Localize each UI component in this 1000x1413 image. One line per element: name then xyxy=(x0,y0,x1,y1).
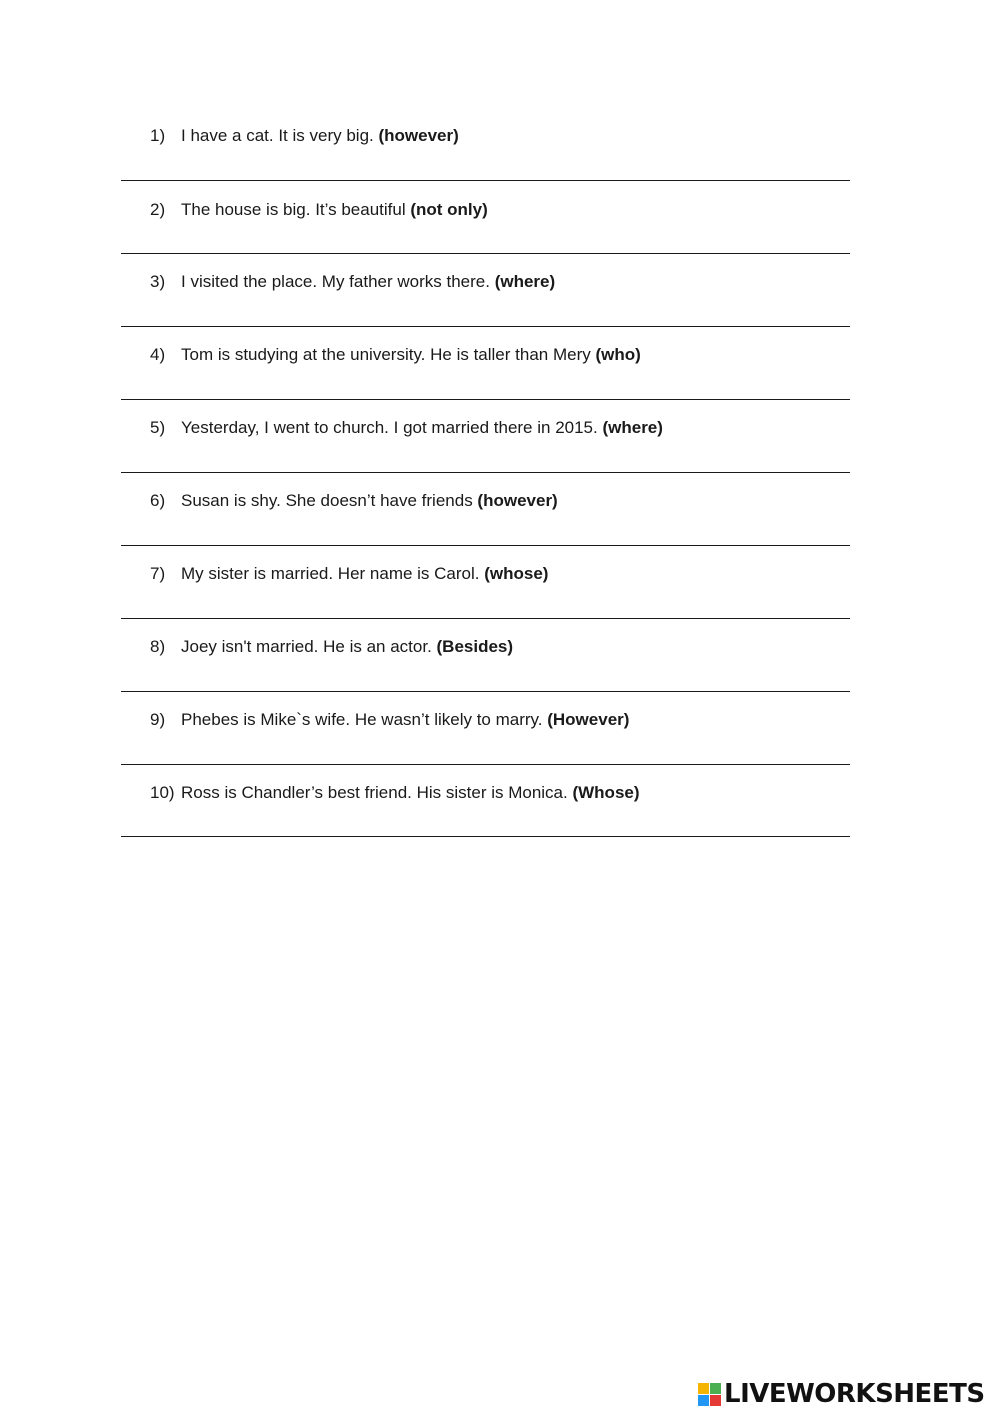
exercise-number: 8) xyxy=(150,637,166,656)
exercise-hint: (who) xyxy=(595,345,641,364)
exercise-number: 6) xyxy=(150,491,166,510)
exercise-sentence: Phebes is Mike`s wife. He wasn’t likely to marry. xyxy=(181,710,548,729)
answer-line-8[interactable] xyxy=(121,691,850,692)
exercise-sentence: Joey isn't married. He is an actor. xyxy=(181,637,437,656)
liveworksheets-logo[interactable] xyxy=(698,1379,985,1409)
exercise-sentence: I visited the place. My father works there. xyxy=(181,272,495,291)
answer-line-4[interactable] xyxy=(121,399,850,400)
logo-square-icon xyxy=(698,1395,709,1406)
exercise-sentence: My sister is married. Her name is Carol. xyxy=(181,564,485,583)
answer-line-1[interactable] xyxy=(121,180,850,181)
exercise-number: 9) xyxy=(150,710,166,729)
exercise-sentence: I have a cat. It is very big. xyxy=(181,126,379,145)
exercise-sentence: Susan is shy. She doesn’t have friends xyxy=(181,491,478,510)
logo-square-icon xyxy=(698,1383,709,1394)
exercise-2 xyxy=(150,200,488,220)
exercise-hint: (However) xyxy=(547,710,630,729)
exercise-sentence: Yesterday, I went to church. I got married there in 2015. xyxy=(181,418,603,437)
logo-text: LIVEWORKSHEETS xyxy=(724,1379,985,1409)
exercise-8 xyxy=(150,637,513,657)
answer-line-3[interactable] xyxy=(121,326,850,327)
exercise-sentence: The house is big. It’s beautiful xyxy=(181,200,411,219)
logo-square-icon xyxy=(710,1395,721,1406)
exercise-hint: (not only) xyxy=(410,200,488,219)
exercise-4 xyxy=(150,345,641,365)
exercise-hint: (Besides) xyxy=(436,637,514,656)
logo-square-icon xyxy=(710,1383,721,1394)
exercise-10 xyxy=(150,783,640,803)
exercise-sentence: Ross is Chandler’s best friend. His sister is Monica. xyxy=(181,783,573,802)
exercise-1 xyxy=(150,126,459,146)
exercise-6 xyxy=(150,491,558,511)
answer-line-6[interactable] xyxy=(121,545,850,546)
exercise-hint: (however) xyxy=(477,491,558,510)
exercise-number: 3) xyxy=(150,272,166,291)
answer-line-2[interactable] xyxy=(121,253,850,254)
exercise-hint: (however) xyxy=(378,126,459,145)
answer-line-10[interactable] xyxy=(121,836,850,837)
exercise-9 xyxy=(150,710,629,730)
answer-line-7[interactable] xyxy=(121,618,850,619)
exercise-7 xyxy=(150,564,548,584)
answer-line-5[interactable] xyxy=(121,472,850,473)
exercise-hint: (where) xyxy=(602,418,663,437)
exercise-hint: (Whose) xyxy=(572,783,640,802)
exercise-hint: (where) xyxy=(494,272,556,291)
exercise-number: 10) xyxy=(150,783,175,802)
exercise-number: 5) xyxy=(150,418,166,437)
exercise-number: 2) xyxy=(150,200,166,219)
liveworksheets-logo-icon xyxy=(698,1383,721,1406)
answer-line-9[interactable] xyxy=(121,764,850,765)
exercise-3 xyxy=(150,272,555,292)
exercise-number: 1) xyxy=(150,126,166,145)
exercise-number: 4) xyxy=(150,345,166,364)
exercise-hint: (whose) xyxy=(484,564,549,583)
exercise-sentence: Tom is studying at the university. He is taller than Mery xyxy=(181,345,596,364)
exercise-number: 7) xyxy=(150,564,166,583)
exercise-5 xyxy=(150,418,663,438)
